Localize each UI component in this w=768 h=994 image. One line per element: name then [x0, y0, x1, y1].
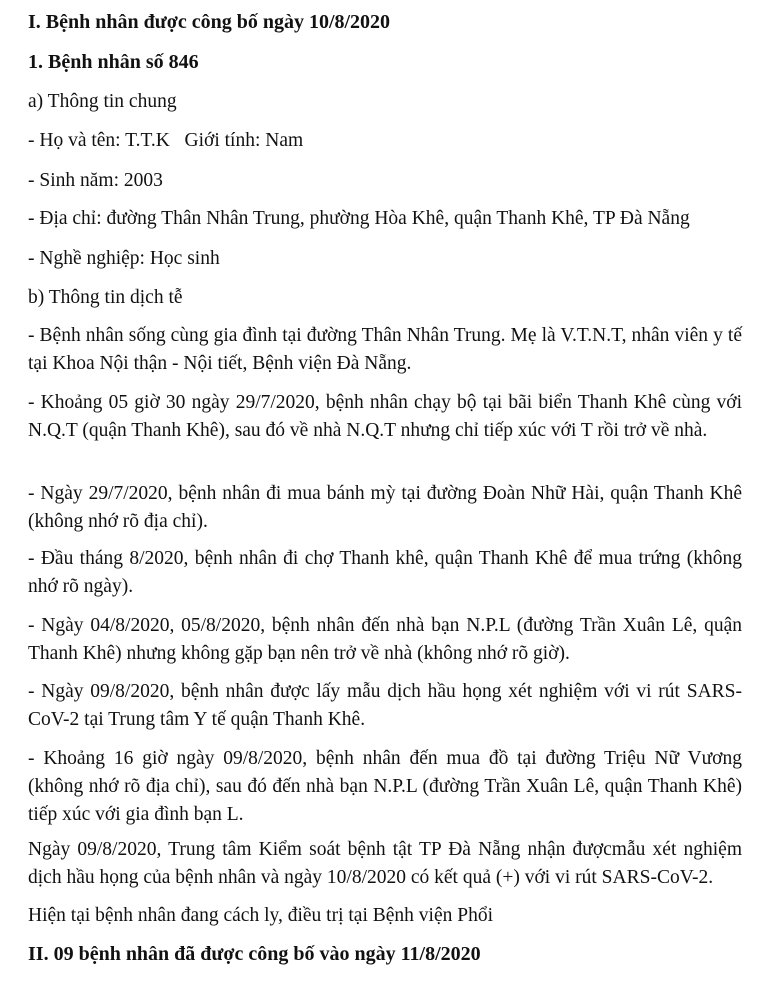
patient-heading: 1. Bệnh nhân số 846 — [28, 51, 199, 73]
epidemiology-item: - Ngày 09/8/2020, bệnh nhân được lấy mẫu dịch hầu họng xét nghiệm với vi rút SARS-CoV-2 tại Trung tâm Y tế quận Thanh Khê. — [28, 681, 742, 730]
result-paragraph: Ngày 09/8/2020, Trung tâm Kiểm soát bệnh tật TP Đà Nẵng nhận đượcmẫu xét nghiệm dịch hầu họng của bệnh nhân và ngày 10/8/2020 có kết quả (+) với vi rút SARS-CoV-2. — [28, 839, 742, 888]
birth-year-line: - Sinh năm: 2003 — [28, 170, 163, 191]
general-info-title: a) Thông tin chung — [28, 91, 177, 112]
occupation-line: - Nghề nghiệp: Học sinh — [28, 248, 220, 269]
epidemiology-item: - Bệnh nhân sống cùng gia đình tại đường Thân Nhân Trung. Mẹ là V.T.N.T, nhân viên y tế tại Khoa Nội thận - Nội tiết, Bệnh viện Đà Nẵng. — [28, 325, 742, 374]
epidemiology-item: - Ngày 04/8/2020, 05/8/2020, bệnh nhân đến nhà bạn N.P.L (đường Trần Xuân Lê, quận Thanh Khê) nhưng không gặp bạn nên trở về nhà (không nhớ rõ giờ). — [28, 615, 742, 664]
name-gender-line: - Họ và tên: T.T.K Giới tính: Nam — [28, 130, 304, 151]
epidemiology-item: - Đầu tháng 8/2020, bệnh nhân đi chợ Thanh khê, quận Thanh Khê để mua trứng (không nhớ rõ ngày). — [28, 548, 742, 597]
section-heading-1: I. Bệnh nhân được công bố ngày 10/8/2020 — [28, 11, 391, 33]
epidemiology-item: - Khoảng 16 giờ ngày 09/8/2020, bệnh nhân đến mua đồ tại đường Triệu Nữ Vương (không nhớ rõ địa chỉ), sau đó đến nhà bạn N.P.L (đường Trần Xuân Lê, quận Thanh Khê) tiếp xúc với gia đình bạn L. — [28, 748, 742, 825]
epidemiology-title: b) Thông tin dịch tễ — [28, 287, 183, 308]
address-line: - Địa chỉ: đường Thân Nhân Trung, phường Hòa Khê, quận Thanh Khê, TP Đà Nẵng — [28, 208, 690, 229]
epidemiology-item: - Khoảng 05 giờ 30 ngày 29/7/2020, bệnh nhân chạy bộ tại bãi biển Thanh Khê cùng với N.Q.T (quận Thanh Khê), sau đó về nhà N.Q.T nhưng chỉ tiếp xúc với T rồi trở về nhà. — [28, 392, 742, 441]
section-heading-2: II. 09 bệnh nhân đã được công bố vào ngày 11/8/2020 — [28, 943, 481, 965]
status-paragraph: Hiện tại bệnh nhân đang cách ly, điều trị tại Bệnh viện Phổi — [28, 905, 493, 926]
epidemiology-item: - Ngày 29/7/2020, bệnh nhân đi mua bánh mỳ tại đường Đoàn Nhữ Hài, quận Thanh Khê (không nhớ rõ địa chỉ). — [28, 483, 742, 532]
